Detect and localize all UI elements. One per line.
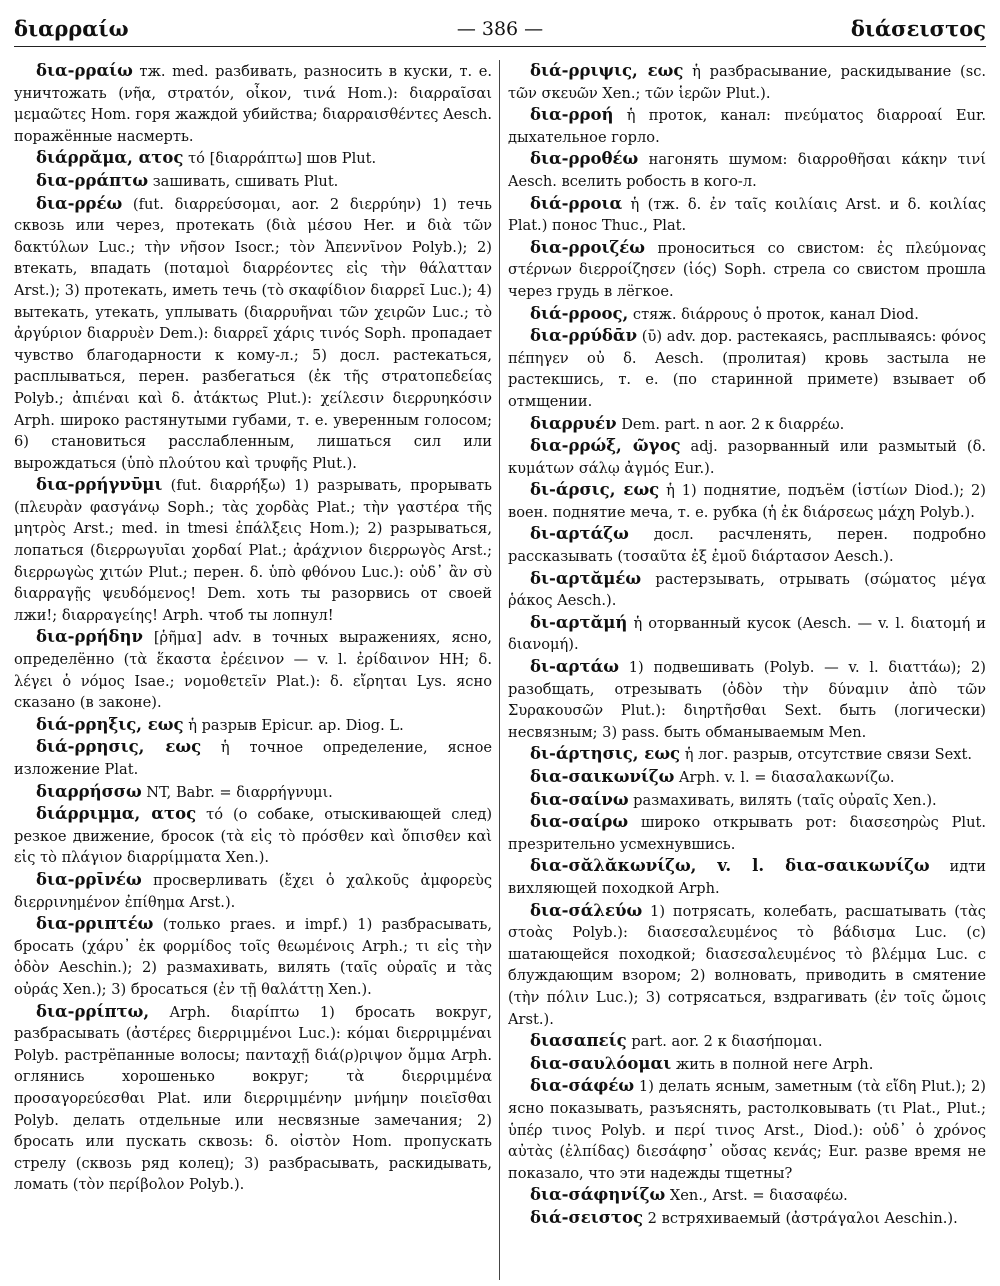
entry-definition: (ῡ) adv. дор. растекаясь, расплываясь: φόνος πέπηγεν οὐ δ. Aesch. (пролитая) кровь застыла не растекшись, т. е. (по старинной примете) взывает об отмщении. xyxy=(508,328,986,410)
entry-definition: 1) делать ясным, заметным (τὰ εἴδη Plut.); 2) ясно показывать, разъяснять, растолковывать (τι Plat., Plut.; ὑπέρ τινος Polyb. и περί τινος Arst., Diod.): οὐδ᾽ ὁ χρόνος αὐτὰς (ἐλπίδας) διεσάφησ᾽ οὔσας κενάς; Eur. разве время не показало, что эти надежды тщетны? xyxy=(508,1078,986,1182)
entry-headword: δια-ρρήγνῡμι xyxy=(36,475,163,495)
entry-definition: просверливать (ἔχει ὁ χαλκοῦς ἀμφορεὺς διερρινημένον ἐπίθημα Arst.). xyxy=(14,871,492,911)
entry-headword: δια-ρροιζέω xyxy=(530,237,645,257)
dictionary-entry xyxy=(508,1184,986,1207)
entry-headword: δια-σᾰλᾰκωνίζω, v. l. δια-σαικωνίζω xyxy=(530,856,930,876)
entry-definition: ἡ проток, канал: πνεύματος διαρροαί Eur. дыхательное горло. xyxy=(508,107,986,146)
entry-headword: διά-ρροος, xyxy=(530,303,629,323)
dictionary-entry xyxy=(508,104,986,148)
entry-definition: Dem. part. n aor. 2 к διαρρέω. xyxy=(616,415,845,433)
dictionary-entry xyxy=(508,900,986,1031)
entry-definition: ἡ оторванный кусок (Aesch. — v. l. διατομή и διανομή). xyxy=(508,614,986,654)
dictionary-entry xyxy=(508,148,986,192)
dictionary-entry xyxy=(508,193,986,237)
dictionary-entry xyxy=(508,811,986,855)
dictionary-entry xyxy=(508,1207,986,1230)
dictionary-entry xyxy=(508,1075,986,1184)
entry-headword: δια-ρράπτω xyxy=(36,170,149,190)
dictionary-entry xyxy=(14,714,492,737)
entry-headword: δι-αρτᾰμή xyxy=(530,612,628,632)
entry-definition: ἡ (тж. δ. ἐν ταῖς κοιλίαις Arst. и δ. κοιλίας Plat.) понос Thuc., Plat. xyxy=(508,195,986,235)
entry-headword: διαρρυέν xyxy=(530,413,617,433)
entry-headword: δια-ρριπτέω xyxy=(36,914,154,934)
dictionary-entry xyxy=(508,479,986,523)
dictionary-entry xyxy=(508,855,986,899)
entry-headword: δι-αρτάζω xyxy=(530,524,629,544)
entry-definition: растерзывать, отрывать (σώματος μέγα ῥάκος Aesch.). xyxy=(508,570,986,610)
entry-headword: δια-ρραίω xyxy=(36,61,133,80)
entry-definition: досл. расчленять, перен. подробно рассказывать (τοσαῦτα ἐξ ἐμοῦ διάρτασον Aesch.). xyxy=(508,526,986,566)
entry-headword: δια-σάφέω xyxy=(530,1076,635,1096)
entry-headword: διάρρᾰμα, ατος xyxy=(36,148,184,168)
entry-definition: проноситься со свистом: ἐς πλεύμονας στέρνων διερροίζησεν (ἰός) Soph. стрела со свистом прошла через грудь в лёгкое. xyxy=(508,239,986,300)
entry-headword: διά-ρρηξις, εως xyxy=(36,714,184,734)
entry-definition: Arph. διαρίπτω 1) бросать вокруг, разбрасывать (ἀστέρες διερριμμένοι Luc.): κόμαι διερριμμέναι Polyb. растрёпанные волосы; πανταχῇ διά(ρ)ριψον ὄμμα Arph. оглянись хорошенько вокруг; τὰ διερριμμένα προσαγορεύεσθαι Plat. или διερριμμένην μνήμην ποιεῖσθαι Polyb. делать отдельные или несвязные замечания; 2) бросать или пускать сквозь: δ. οἰστὸν Hom. пропускать стрелу (сквозь ряд колец); 3) разбрасывать, раскидывать, ломать (τὸν περίβολον Polyb.). xyxy=(14,1003,492,1194)
entry-headword: διάρριμμα, ατος xyxy=(36,804,197,824)
entry-headword: δια-σαυλόομαι xyxy=(530,1053,672,1073)
entry-definition: NT, Babr. = διαρρήγνυμι. xyxy=(141,783,333,801)
entry-definition: part. aor. 2 к διασήπομαι. xyxy=(626,1033,823,1051)
header-right-catchword: διάσειστος xyxy=(850,16,986,41)
dictionary-entry xyxy=(508,60,986,104)
entry-definition: нагонять шумом: διαρροθῆσαι κάκην τινί Aesch. вселить робость в кого-л. xyxy=(508,151,986,190)
entry-headword: δι-άρσις, εως xyxy=(530,480,660,500)
dictionary-entry xyxy=(14,193,492,475)
dictionary-entry xyxy=(14,869,492,913)
header-left-catchword: διαρραίω xyxy=(14,16,129,41)
dictionary-entry xyxy=(508,612,986,656)
entry-headword: δια-σαίρω xyxy=(530,812,629,832)
dictionary-entry xyxy=(508,1053,986,1076)
dictionary-entry xyxy=(14,626,492,713)
dictionary-entry xyxy=(508,237,986,303)
entry-definition: жить в полной неге Arph. xyxy=(671,1055,874,1073)
dictionary-entry xyxy=(14,147,492,170)
entry-definition: широко открывать рот: διασεσηρὼς Plut. презрительно усмехнувшись. xyxy=(508,814,986,853)
entry-definition: стяж. διάρρους ὁ проток, канал Diod. xyxy=(628,305,919,323)
entry-definition: ἡ лог. разрыв, отсутствие связи Sext. xyxy=(680,746,972,764)
entry-definition: ἡ разбрасывание, раскидывание (sc. τῶν σκευῶν Xen.; τῶν ἱερῶν Plut.). xyxy=(508,63,986,102)
entry-definition: 1) подвешивать (Polyb. — v. l. διαττάω); 2) разобщать, отрезывать (ὁδὸν τὴν δύναμιν ἀπὸ τῶν Συρακουσῶν Plut.): διηρτῆσθαι Sext. быть (логически) несвязным; 3) pass. быть обманываемым Men. xyxy=(508,659,986,741)
entry-definition: ἡ разрыв Epicur. ap. Diog. L. xyxy=(183,716,404,734)
column-divider xyxy=(499,60,500,1280)
dictionary-entry xyxy=(14,736,492,780)
entry-definition: Xen., Arst. = διασαφέω. xyxy=(665,1187,848,1205)
entry-definition: (fut. διαρρήξω) 1) разрывать, прорывать (πλευρὰν φασγάνῳ Soph.; τὰς χορδὰς Plat.; τὴν γαστέρα τῆς μητρὸς Arst.; med. in tmesi ἐπάλξεις Hom.); 2) разрываться, лопаться (διερρωγυῖαι χορδαί Plat.; ἀράχνιον διερρωγὸς Arst.; διερρωγὼς χιτών Plut.; перен. δ. ὑπὸ φθόνου Luc.): οὐδ᾽ ἂν σὺ διαρραγῇς ψευδόμενος! Dem. хоть ты разорвись от своей лжи!; διαρραγείης! Arph. чтоб ты лопнул! xyxy=(14,477,492,624)
entry-definition: тж. med. разбивать, разносить в куски, т. е. уничтожать (νῆα, στρατόν, οἶκον, τινά Hom.): διαρραῖσαι μεμαῶτες Hom. горя жаждой убийства; διαρραισθέντες Aesch. поражённые насмерть. xyxy=(14,63,492,145)
entry-definition: τό [διαρράπτω] шов Plut. xyxy=(183,150,377,168)
dictionary-entry xyxy=(508,325,986,412)
entry-headword: δια-ρρέω xyxy=(36,193,123,213)
entry-definition: (только praes. и impf.) 1) разбрасывать, бросать (χάρυ᾽ ἐκ φορμίδος τοῖς θεωμένοις Arph.; τι εἰς τὴν ὁδὸν Aeschin.); 2) размахивать, вилять (ταῖς οὐραῖς и τὰς οὐράς Xen.); 3) бросаться (ἐν τῇ θαλάττῃ Xen.). xyxy=(14,916,492,998)
dictionary-entry xyxy=(508,1030,986,1053)
entry-headword: δια-ρροθέω xyxy=(530,149,639,169)
entry-definition: зашивать, сшивать Plut. xyxy=(148,172,339,190)
entry-headword: δια-σάφηνίζω xyxy=(530,1185,666,1205)
dictionary-entry xyxy=(14,803,492,869)
entry-definition: (fut. διαρρεύσομαι, aor. 2 διερρύην) 1) течь сквозь или через, протекать (διὰ μέσου Her. и διὰ τῶν δακτύλων Luc.; τὴν νῆσον Isocr.; τὸν Ἀπεννῖνον Polyb.); 2) втекать, впадать (ποταμοὶ διαρρέοντες εἰς τὴν θάλατταν Arst.); 3) протекать, иметь течь (τὸ σκαφίδιον διαρρεῖ Luc.); 4) вытекать, утекать, уплывать (διαρρυῆναι τῶν χειρῶν Luc.; τὸ ἀργύριον διαρρυὲν Dem.): διαρρεῖ χάρις τινός Soph. пропадает чувство благодарности к кому-л.; 5) досл. растекаться, расплываться, перен. разбегаться (ἐκ τῆς στρατοπεδείας Polyb.; ἀπιέναι καὶ δ. ἀτάκτως Plut.): χείλεσιν διερρυηκόσιν Arph. широко растянутыми губами, т. е. уверенным голосом; 6) становиться расслабленным, лишаться сил или вырождаться (ὑπὸ πλούτου καὶ τρυφῆς Plut.). xyxy=(14,195,492,472)
dictionary-entry xyxy=(508,789,986,812)
entry-headword: διά-σειστος xyxy=(530,1207,644,1227)
entry-headword: δια-ρροή xyxy=(530,105,614,125)
entry-headword: δι-άρτησις, εως xyxy=(530,744,681,764)
page-number-wrap xyxy=(14,18,986,40)
page-number: — 386 — xyxy=(456,18,544,40)
entry-headword: δια-ρρήδην xyxy=(36,627,143,647)
dictionary-entry xyxy=(508,568,986,612)
entry-definition: 2 встряхиваемый (ἀστράγαλοι Aeschin.). xyxy=(643,1209,958,1227)
dictionary-entry xyxy=(508,435,986,479)
entry-definition: ἡ 1) поднятие, подъём (ἱστίων Diod.); 2) воен. поднятие меча, т. е. рубка (ἡ ἐκ διάρσεως μάχη Polyb.). xyxy=(508,482,986,521)
entry-definition: 1) потрясать, колебать, расшатывать (τὰς στοὰς Polyb.): διασεσαλευμένος τὸ βάδισμα Luc. (с) шатающейся походкой; διασεσαλευμένος τὸ βλέμμα Luc. с блуждающим взором; 2) волновать, приводить в смятение (τὴν πόλιν Luc.); 3) сотрясаться, вздрагивать (ἐν τοῖς ὤμοις Arst.). xyxy=(508,902,986,1028)
dictionary-entry xyxy=(14,60,492,147)
entry-headword: δι-αρτάω xyxy=(530,657,620,677)
entry-definition: τό (о собаке, отыскивающей след) резкое движение, бросок (τὰ εἰς τὸ πρόσθεν καὶ ὄπισθεν καὶ εἰς τὸ πλάγιον διαρρίμματα Xen.). xyxy=(14,806,492,867)
entry-headword: δια-σάλεύω xyxy=(530,900,643,920)
entry-headword: δια-σαίνω xyxy=(530,789,629,809)
dictionary-entry xyxy=(508,523,986,567)
entry-definition: adj. разорванный или размытый (δ. κυμάτων σάλῳ ἀγμός Eur.). xyxy=(508,438,986,477)
dictionary-entry xyxy=(508,766,986,789)
dictionary-entry xyxy=(14,170,492,193)
entry-headword: δια-σαικωνίζω xyxy=(530,767,675,786)
right-column xyxy=(508,60,986,1280)
entry-definition: Arph. v. l. = διασαλακωνίζω. xyxy=(674,769,895,786)
entry-headword: διασαπείς xyxy=(530,1031,627,1051)
entry-headword: διά-ρρησις, εως xyxy=(36,737,202,757)
entry-headword: διαρρήσσω xyxy=(36,781,142,801)
entry-headword: δια-ρρῑνέω xyxy=(36,869,142,889)
entry-definition: [ῥῆμα] adv. в точных выражениях, ясно, определённо (τὰ ἕκαστα ἐρέεινον — v. l. ἐρίδαινον HH; δ. λέγει ὁ νόμος Isae.; νομοθετεῖν Plat.): δ. εἴρηται Lys. ясно сказано (в законе). xyxy=(14,629,492,712)
entry-headword: δια-ρρώξ, ῶγος xyxy=(530,436,681,456)
entry-definition: идти вихляющей походкой Arph. xyxy=(508,858,986,897)
entry-definition: ἡ точное определение, ясное изложение Plat. xyxy=(14,739,492,778)
page-header xyxy=(14,12,986,47)
left-column xyxy=(14,60,492,1280)
dictionary-entry xyxy=(14,781,492,804)
dictionary-entry xyxy=(508,413,986,436)
entry-headword: δια-ρρίπτω, xyxy=(36,1001,150,1021)
dictionary-entry xyxy=(508,656,986,743)
dictionary-entry xyxy=(14,474,492,626)
entry-headword: διά-ρριψις, εως xyxy=(530,61,684,80)
entry-definition: размахивать, вилять (ταῖς οὐραῖς Xen.). xyxy=(628,791,937,809)
dictionary-entry xyxy=(508,743,986,766)
entry-headword: δι-αρτᾰμέω xyxy=(530,568,642,588)
entry-headword: διά-ρροια xyxy=(530,193,623,213)
dictionary-entry xyxy=(14,1001,492,1196)
dictionary-entry xyxy=(508,303,986,326)
dictionary-entry xyxy=(14,913,492,1000)
entry-headword: δια-ρρύδᾱν xyxy=(530,326,638,346)
